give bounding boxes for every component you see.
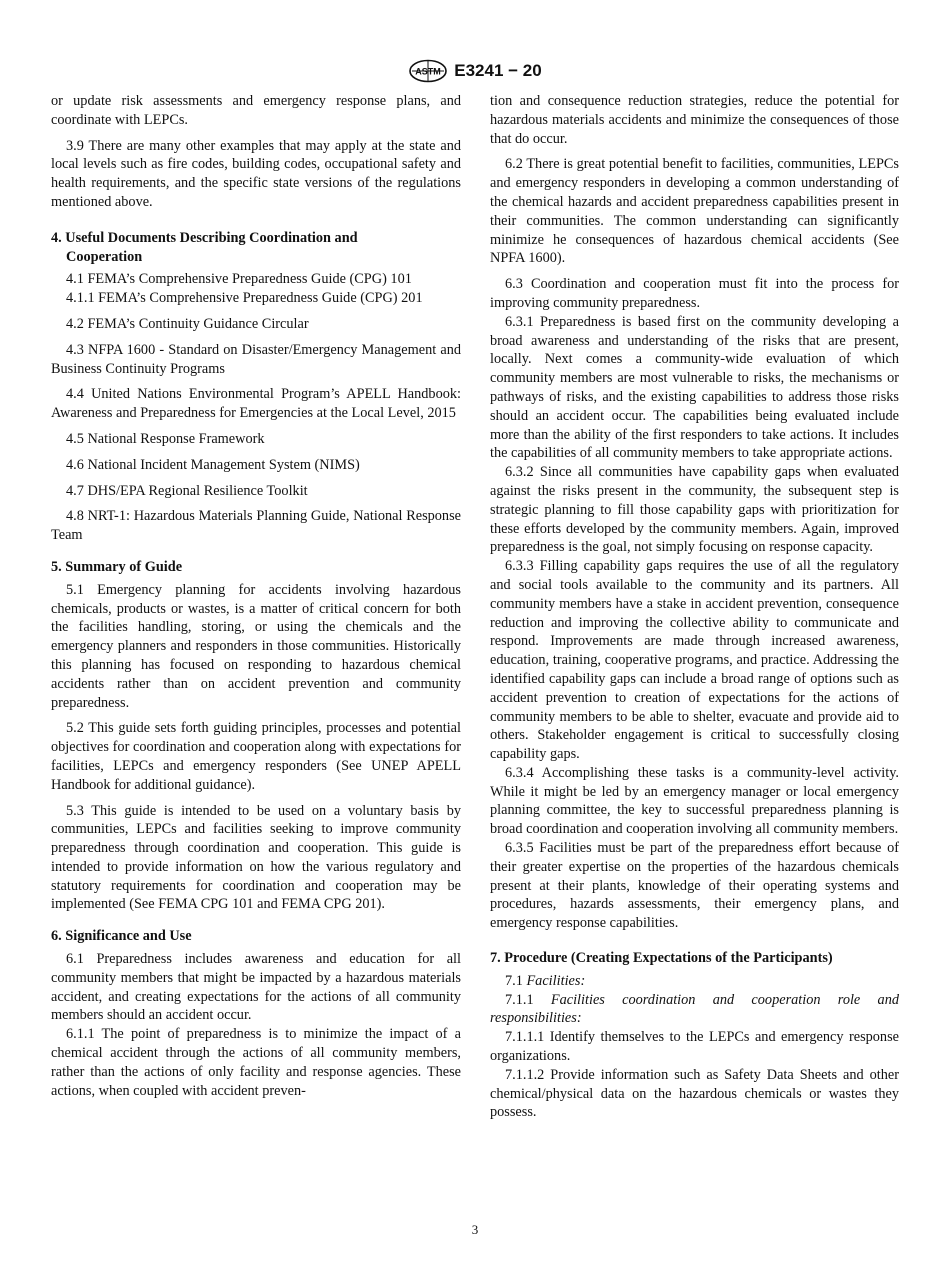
paragraph-7-1 [490,972,899,991]
paragraph-6-3-4: 6.3.4 Accomplishing these tasks is a community-level activity. While it might be led by an emergency manager or local emergency planning committee, the key to successful preparedness planning is broad coordination and cooperation involving all community members. [490,764,899,838]
paragraph-4-2: 4.2 FEMA’s Continuity Guidance Circular [66,315,309,332]
section-heading-4-line2: Cooperation [66,248,143,265]
paragraph-4-7: 4.7 DHS/EPA Regional Resilience Toolkit [66,482,308,499]
paragraph-6-3-1: 6.3.1 Preparedness is based first on the community developing a broad awareness and understanding of the risks that are present, locally. Next comes a community-wide evaluation of which community members are most vulnerable to risks, the mechanisms or pathways of risks, and the existing capabilities to address those risks should an accident occur. The capabilities being evaluated include more than the ability of the first responders to take actions. It includes the capabilities of all community members to take appropriate actions. [490,313,899,462]
paragraph-3-9: 3.9 There are many other examples that may apply at the state and local levels such as fire codes, building codes, occupational safety and health requirements, and the specific state versions of the regulations mentioned above. [51,137,461,210]
paragraph-5-1: 5.1 Emergency planning for accidents involving hazardous chemicals, products or wastes, is a matter of critical concern for both the facilities handling, storing, or using the chemicals and the emergency planners and responders in those communities. Historically this planning has focused on responding to hazardous chemical accidents rather than on accident prevention and community preparedness. [51,581,461,711]
paragraph-5-2: 5.2 This guide sets forth guiding principles, processes and potential objectives for coordination and cooperation along with expectations for facilities, LEPCs and emergency responders (See UNEP APELL Handbook for additional guidance). [51,720,461,793]
paragraph-7-1-1 [490,991,899,1029]
paragraph-continuation: or update risk assessments and emergency response plans, and coordinate with LEPCs. [51,93,461,128]
paragraph-6-3: 6.3 Coordination and cooperation must fit into the process for improving community preparedness. [490,276,899,311]
left-column [51,92,461,1100]
paragraph-4-1: 4.1 FEMA’s Comprehensive Preparedness Guide (CPG) 101 [66,271,412,288]
astm-logo-icon [408,59,448,83]
paragraph-7-1-number: 7.1 [505,972,523,989]
paragraph-4-8: 4.8 NRT-1: Hazardous Materials Planning Guide, National Response Team [51,508,461,544]
paragraph-4-5: 4.5 National Response Framework [66,430,265,447]
paragraph-6-3-3: 6.3.3 Filling capability gaps requires the use of all the regulatory and social tools available to the community and its partners. All community members have a stake in accident prevention, consequence reduction and improving the collective ability to communicate and respond. Improvements are made through increased awareness, education, training, cooperative programs, and practice. Addressing the identified capability gaps can include a broad range of options such as accident prevention to creation of expectations for the actions of community members to be able to shelter, evacuate and provide aid to others. Stakeholder engagement is critical to successfully closing capability gaps. [490,558,899,763]
section-heading-6: 6. Significance and Use [51,928,192,945]
page-header [0,56,950,86]
paragraph-6-2: 6.2 There is great potential benefit to facilities, communities, LEPCs and emergency responders in developing a common understanding of the chemical hazards and accident preparedness capabilities present in their communities. The common understanding can significantly minimize he consequences of hazardous chemical accidents (See NPFA 1600). [490,156,899,267]
section-heading-7: 7. Procedure (Creating Expectations of the Participants) [490,950,833,967]
paragraph-5-3: 5.3 This guide is intended to be used on a voluntary basis by communities, LEPCs and facilities seeking to improve community preparedness through coordination and cooperation. This guide is intended to provide information on how the various regulatory and statutory requirements for coordination and cooperation may be implemented (See FEMA CPG 101 and FEMA CPG 201). [51,802,461,913]
section-heading-4 [51,229,461,267]
paragraph-7-1-1-2: 7.1.1.2 Provide information such as Safety Data Sheets and other chemical/physical data on the hazardous chemicals or wastes they possess. [490,1066,899,1121]
paragraph-7-1-1-title: Facilities coordination and cooperation role and responsibilities: [490,991,899,1027]
paragraph-7-1-title: Facilities: [526,972,586,989]
document-id: E3241 − 20 [454,61,542,80]
section-heading-4-line1: 4. Useful Documents Describing Coordination and [51,229,358,246]
paragraph-4-3: 4.3 NFPA 1600 - Standard on Disaster/Emergency Management and Business Continuity Programs [51,341,461,377]
paragraph-continuation: tion and consequence reduction strategies, reduce the potential for hazardous materials accidents and minimize the consequences of those that do occur. [490,93,899,147]
paragraph-6-3-2: 6.3.2 Since all communities have capability gaps when evaluated against the risks present in the community, the subsequent step is strategic planning to fill those capability gaps with prioritization for these efforts developed by the community members. Again, improved preparedness is the goal, not simply focusing on response capacity. [490,464,899,556]
page-number: 3 [471,1222,479,1237]
paragraph-6-1: 6.1 Preparedness includes awareness and education for all community members that might be impacted by a hazardous materials accident, and creating expectations for the actions of all community members should an accident occur. [51,951,461,1024]
paragraph-4-1-1: 4.1.1 FEMA’s Comprehensive Preparedness Guide (CPG) 201 [66,290,423,307]
paragraph-7-1-1-1: 7.1.1.1 Identify themselves to the LEPCs and emergency response organizations. [490,1029,899,1065]
paragraph-4-6: 4.6 National Incident Management System (NIMS) [66,456,360,473]
right-column [490,92,899,1122]
paragraph-4-4: 4.4 United Nations Environmental Program’s APELL Handbook: Awareness and Preparedness for Emergencies at the Local Level, 2015 [51,386,461,422]
paragraph-6-1-1: 6.1.1 The point of preparedness is to minimize the impact of a chemical accident through the actions of all community members, rather than the actions of only facility and response agencies. These actions, when coupled with accident preven- [51,1026,461,1099]
section-heading-5: 5. Summary of Guide [51,558,183,575]
astm-logo-text: ASTM [415,66,442,77]
paragraph-6-3-5: 6.3.5 Facilities must be part of the preparedness effort because of their greater expertise on the properties of the hazardous chemicals present at their plants, knowledge of their operating systems and procedures, hazards assessments, their emergency plans, and emergency response capabilities. [490,840,899,932]
paragraph-7-1-1-number: 7.1.1 [505,991,534,1008]
